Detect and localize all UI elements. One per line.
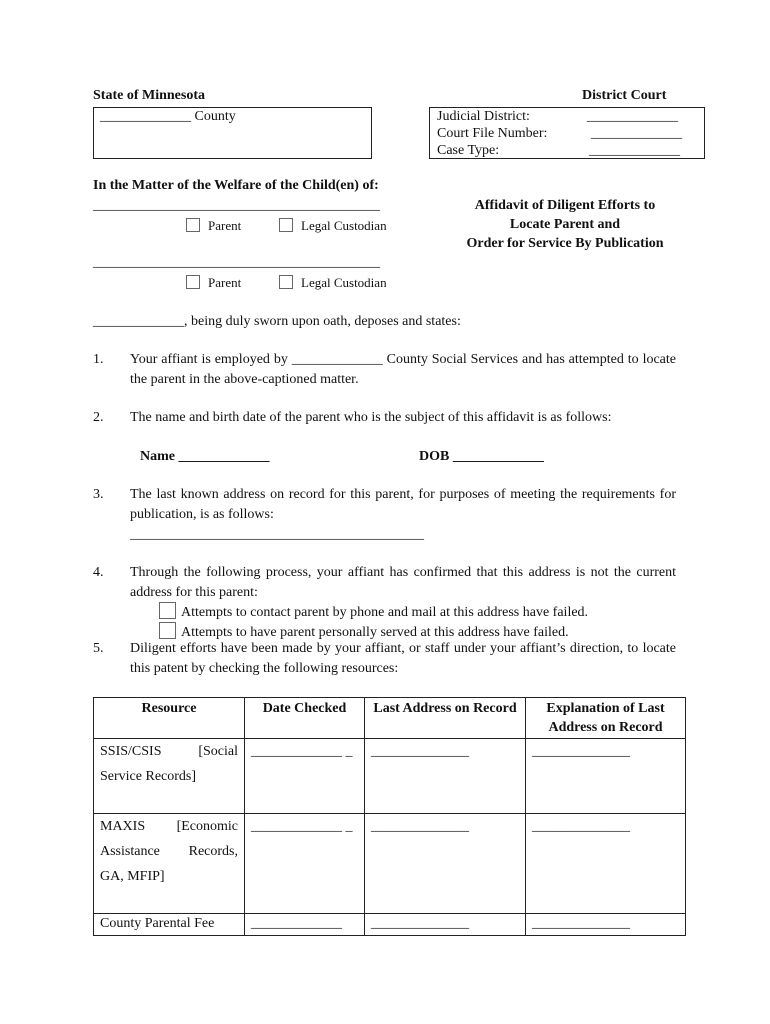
court-file-label: Court File Number: [437, 126, 548, 141]
matter-name-line-1: _________________________________________ [93, 198, 380, 213]
parent-dob-field: DOB _____________ [419, 449, 544, 464]
item-3-number: 3. [93, 487, 104, 502]
personal-service-label: Attempts to have parent personally served at this address have failed. [181, 625, 569, 640]
date-cell[interactable]: _____________ _ [245, 739, 365, 814]
table-header-row [94, 698, 686, 739]
address-line: __________________________________________ [130, 527, 424, 542]
phone-mail-label: Attempts to contact parent by phone and mail at this address have failed. [181, 605, 589, 620]
parent-label-1: Parent [208, 218, 242, 233]
process-option-1 [159, 602, 588, 621]
custodian-label-1: Legal Custodian [301, 218, 387, 233]
explanation-cell[interactable]: ______________ [526, 814, 686, 914]
item-4-number: 4. [93, 565, 104, 580]
table-row [94, 814, 686, 914]
header-explanation: Explanation of Last Address on Record [526, 698, 686, 739]
custodian-checkbox-2[interactable] [279, 275, 293, 289]
parent-checkbox-1[interactable] [186, 218, 200, 232]
matter-role-row-1 [186, 218, 241, 234]
matter-name-line-2: _________________________________________ [93, 255, 380, 270]
header-resource: Resource [94, 698, 245, 739]
phone-mail-checkbox[interactable] [159, 602, 176, 619]
case-type-value: _____________ [589, 143, 680, 158]
explanation-cell[interactable]: ______________ [526, 914, 686, 936]
item-3-text: The last known address on record for this parent, for purposes of meeting the requirements for publication, is as follows: [130, 487, 676, 522]
last-address-cell[interactable]: ______________ [365, 814, 526, 914]
matter-custodian-row-2 [279, 275, 387, 291]
case-info-box [429, 107, 705, 159]
custodian-label-2: Legal Custodian [301, 275, 387, 290]
county-label: _____________ County [100, 109, 236, 124]
last-address-cell[interactable]: ______________ [365, 914, 526, 936]
judicial-district-value: _____________ [587, 109, 678, 124]
parent-checkbox-2[interactable] [186, 275, 200, 289]
table-row [94, 739, 686, 814]
judicial-district-label: Judicial District: [437, 109, 530, 124]
custodian-checkbox-1[interactable] [279, 218, 293, 232]
item-4-text: Through the following process, your affiant has confirmed that this address is not the current address for this parent: [130, 565, 676, 600]
doc-title-line-1: Affidavit of Diligent Efforts to [474, 198, 656, 213]
explanation-cell[interactable]: ______________ [526, 739, 686, 814]
county-box [93, 107, 372, 159]
doc-title-line-2: Locate Parent and [509, 217, 621, 232]
court-label: District Court [582, 88, 667, 103]
personal-service-checkbox[interactable] [159, 622, 176, 639]
sworn-statement: _____________, being duly sworn upon oath, deposes and states: [93, 314, 461, 329]
court-file-value: _____________ [591, 126, 682, 141]
doc-title-line-3: Order for Service By Publication [466, 236, 664, 251]
matter-role-row-2 [186, 275, 241, 291]
resource-cell: MAXIS [Economic Assistance Records, GA, MFIP] [94, 814, 245, 914]
case-type-label: Case Type: [437, 143, 500, 158]
item-1-number: 1. [93, 352, 104, 367]
item-5-number: 5. [93, 641, 104, 656]
parent-label-2: Parent [208, 275, 242, 290]
table-row [94, 914, 686, 936]
header-last-address: Last Address on Record [365, 698, 526, 739]
item-5-text: Diligent efforts have been made by your affiant, or staff under your affiant’s direction, to locate this patent by checking the following resources: [130, 641, 676, 676]
header-date-checked: Date Checked [245, 698, 365, 739]
item-2-text: The name and birth date of the parent who is the subject of this affidavit is as follows: [130, 410, 612, 425]
item-2-number: 2. [93, 410, 104, 425]
item-1-text: Your affiant is employed by _____________ County Social Services and has attempted to locate the parent in the above-captioned matter. [130, 352, 676, 387]
date-cell[interactable]: _____________ [245, 914, 365, 936]
last-address-cell[interactable]: ______________ [365, 739, 526, 814]
parent-name-field: Name _____________ [140, 449, 270, 464]
state-label: State of Minnesota [93, 88, 205, 103]
resource-cell: County Parental Fee [94, 914, 245, 936]
date-cell[interactable]: _____________ _ [245, 814, 365, 914]
resource-table [93, 697, 686, 936]
matter-title: In the Matter of the Welfare of the Child(en) of: [93, 178, 379, 193]
matter-custodian-row-1 [279, 218, 387, 234]
resource-cell: SSIS/CSIS [Social Service Records] [94, 739, 245, 814]
